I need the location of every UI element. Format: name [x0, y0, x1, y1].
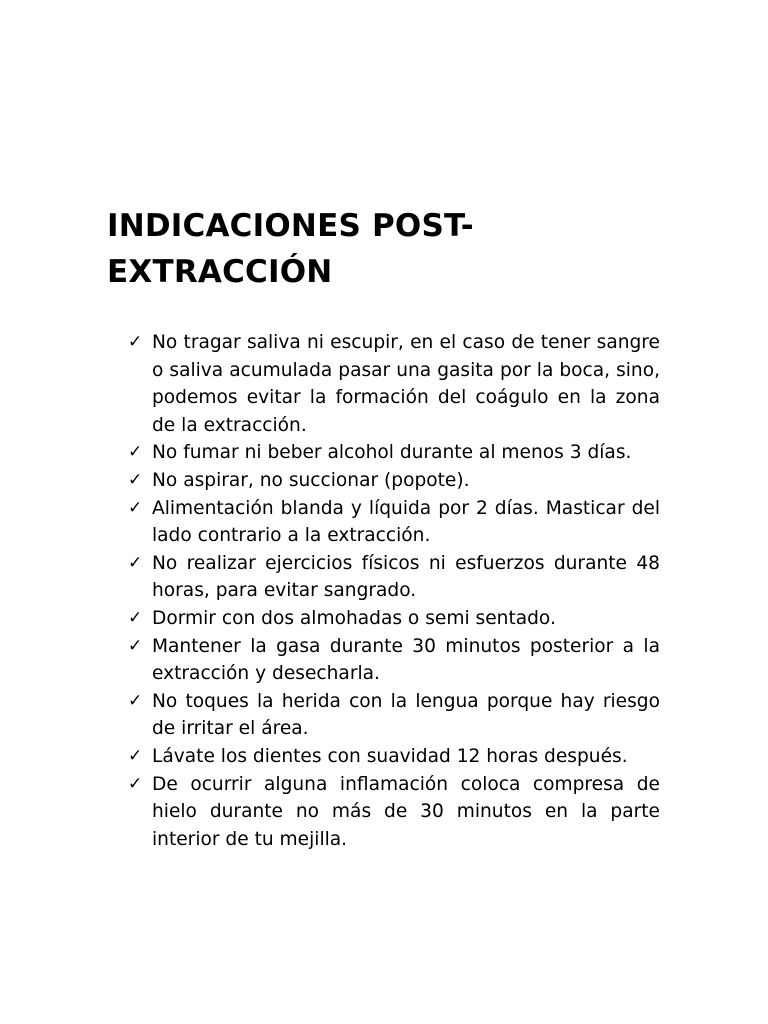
checkmark-icon: ✓	[128, 745, 143, 766]
list-item-text: Mantener la gasa durante 30 minutos posterior a la extracción y desecharla.	[152, 635, 660, 685]
checkmark-icon: ✓	[128, 332, 143, 352]
list-item	[128, 743, 660, 771]
list-item	[128, 688, 660, 743]
list-item	[128, 633, 660, 688]
checkmark-icon: ✓	[128, 497, 143, 518]
instructions-list	[128, 329, 660, 853]
list-item	[128, 550, 660, 605]
checkmark-icon: ✓	[128, 442, 143, 463]
list-item	[128, 439, 660, 467]
list-item	[128, 495, 660, 550]
checkmark-icon: ✓	[128, 690, 143, 711]
list-item-text: Dormir con dos almohadas o semi sentado.	[152, 607, 556, 629]
list-item-text: No tragar saliva ni escupir, en el caso de tener sangre o saliva acumulada pasar una gasita por la boca, sino, podemos evitar la formación del coágulo en la zona de la extracción.	[152, 332, 660, 436]
list-item	[128, 467, 660, 495]
list-item-text: No fumar ni beber alcohol durante al menos 3 días.	[152, 442, 632, 464]
list-item-text: No realizar ejercicios físicos ni esfuerzos durante 48 horas, para evitar sangrado.	[152, 552, 660, 602]
list-item	[128, 605, 660, 633]
list-item-text: De ocurrir alguna inflamación coloca compresa de hielo durante no más de 30 minutos en la parte interior de tu mejilla.	[152, 773, 660, 850]
checkmark-icon: ✓	[128, 773, 143, 794]
list-item-text: Lávate los dientes con suavidad 12 horas después.	[152, 745, 628, 767]
page-title: INDICACIONES POST-EXTRACCIÓN	[107, 208, 474, 290]
list-item-text: No aspirar, no succionar (popote).	[152, 469, 470, 491]
list-item	[128, 771, 660, 854]
list-item-text: Alimentación blanda y líquida por 2 días. Masticar del lado contrario a la extracción.	[152, 497, 660, 547]
checkmark-icon: ✓	[128, 552, 143, 573]
checkmark-icon: ✓	[128, 607, 143, 628]
checkmark-icon: ✓	[128, 635, 143, 656]
list-item	[128, 329, 660, 439]
list-item-text: No toques la herida con la lengua porque hay riesgo de irritar el área.	[152, 690, 660, 740]
checkmark-icon: ✓	[128, 469, 143, 490]
